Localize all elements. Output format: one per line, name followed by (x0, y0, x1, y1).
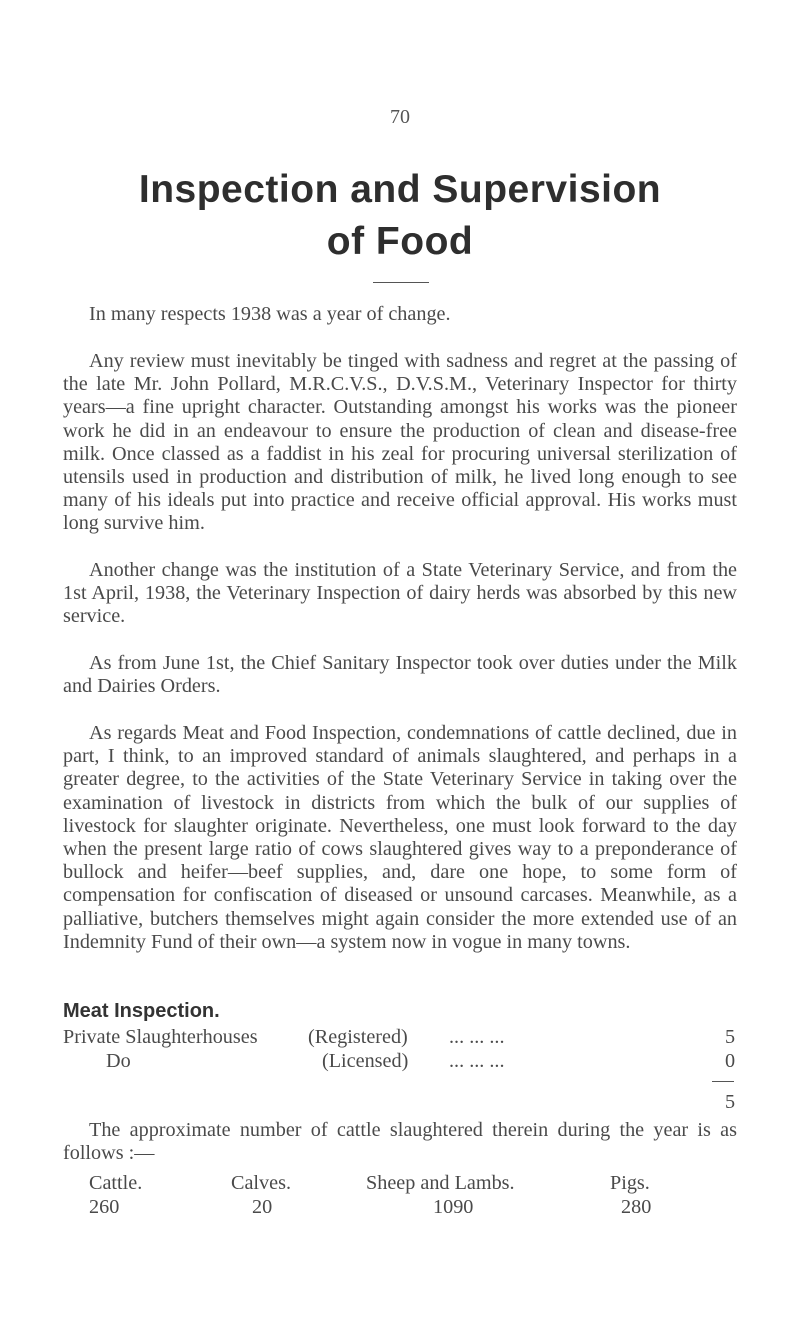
title-divider (373, 282, 429, 283)
slaughterhouse-row-licensed (63, 1050, 737, 1074)
value-cattle: 260 (89, 1196, 120, 1218)
paragraph-meat-food: As regards Meat and Food Inspection, condemnations of cattle declined, due in part, I think, to an improved standard of animals slaughtered, and perhaps in a greater degree, to the activities of the State Veterinary Service in taking over the examination of livestock in districts from which the bulk of our supplies of livestock for slaughter originate. Nevertheless, one must look forward to the day when the present large ratio of cows slaughtered gives way to a preponderance of bullock and heifer—beef supplies, and, dare one hope, to some form of compensation for confiscation of diseased or unsound carcases. Meanwhile, as a palliative, butchers themselves might again consider the more extended use of an Indemnity Fund of their own—a system now in vogue in many towns. (63, 722, 737, 953)
approx-number-text: The approximate number of cattle slaughtered therein during the year is as follows :— (63, 1119, 737, 1165)
header-cattle: Cattle. (89, 1172, 143, 1194)
paragraph-pollard: Any review must inevitably be tinged with sadness and regret at the passing of the late Mr. John Pollard, M.R.C.V.S., D.V.S.M., Veterinary Inspector for thirty years—a fine upright character. Outstanding amongst his works was the pioneer work he did in an endeavour to ensure the production of clean and disease-free milk. Once classed as a faddist in his zeal for procuring universal sterilization of utensils used in production and distribution of milk, he lived long enough to see many of his ideals put into practice and receive official approval. His works must long survive him. (63, 350, 737, 535)
paragraph-state-veterinary: Another change was the institution of a State Veterinary Service, and from the 1st April, 1938, the Veterinary Inspection of dairy herds was absorbed by this new service. (63, 559, 737, 628)
page-title-line1: Inspection and Supervision (138, 168, 662, 211)
value-calves: 20 (252, 1196, 273, 1218)
total-rule (712, 1081, 734, 1082)
header-pigs: Pigs. (610, 1172, 650, 1194)
row-value: 5 (725, 1026, 736, 1048)
slaughterhouse-total-row (63, 1091, 737, 1115)
header-sheep-lambs: Sheep and Lambs. (366, 1172, 515, 1194)
value-pigs: 280 (621, 1196, 652, 1218)
page-title-line2: of Food (326, 220, 474, 263)
row-value: 0 (725, 1050, 736, 1072)
row-leader-dots: ... ... ... (449, 1050, 505, 1072)
paragraph-intro: In many respects 1938 was a year of change. (89, 303, 451, 325)
value-sheep-lambs: 1090 (433, 1196, 474, 1218)
header-calves: Calves. (231, 1172, 291, 1194)
meat-inspection-heading: Meat Inspection. (63, 1000, 220, 1022)
row-label: Do (106, 1050, 131, 1072)
row-leader-dots: ... ... ... (449, 1026, 505, 1048)
row-label: Private Slaughterhouses (63, 1026, 258, 1048)
row-qualifier: (Licensed) (322, 1050, 409, 1072)
total-value: 5 (725, 1091, 736, 1113)
paragraph-milk-dairies: As from June 1st, the Chief Sanitary Inspector took over duties under the Milk and Dairies Orders. (63, 652, 737, 698)
slaughterhouse-row-registered (63, 1026, 737, 1050)
page-number: 70 (390, 106, 410, 128)
row-qualifier: (Registered) (308, 1026, 408, 1048)
